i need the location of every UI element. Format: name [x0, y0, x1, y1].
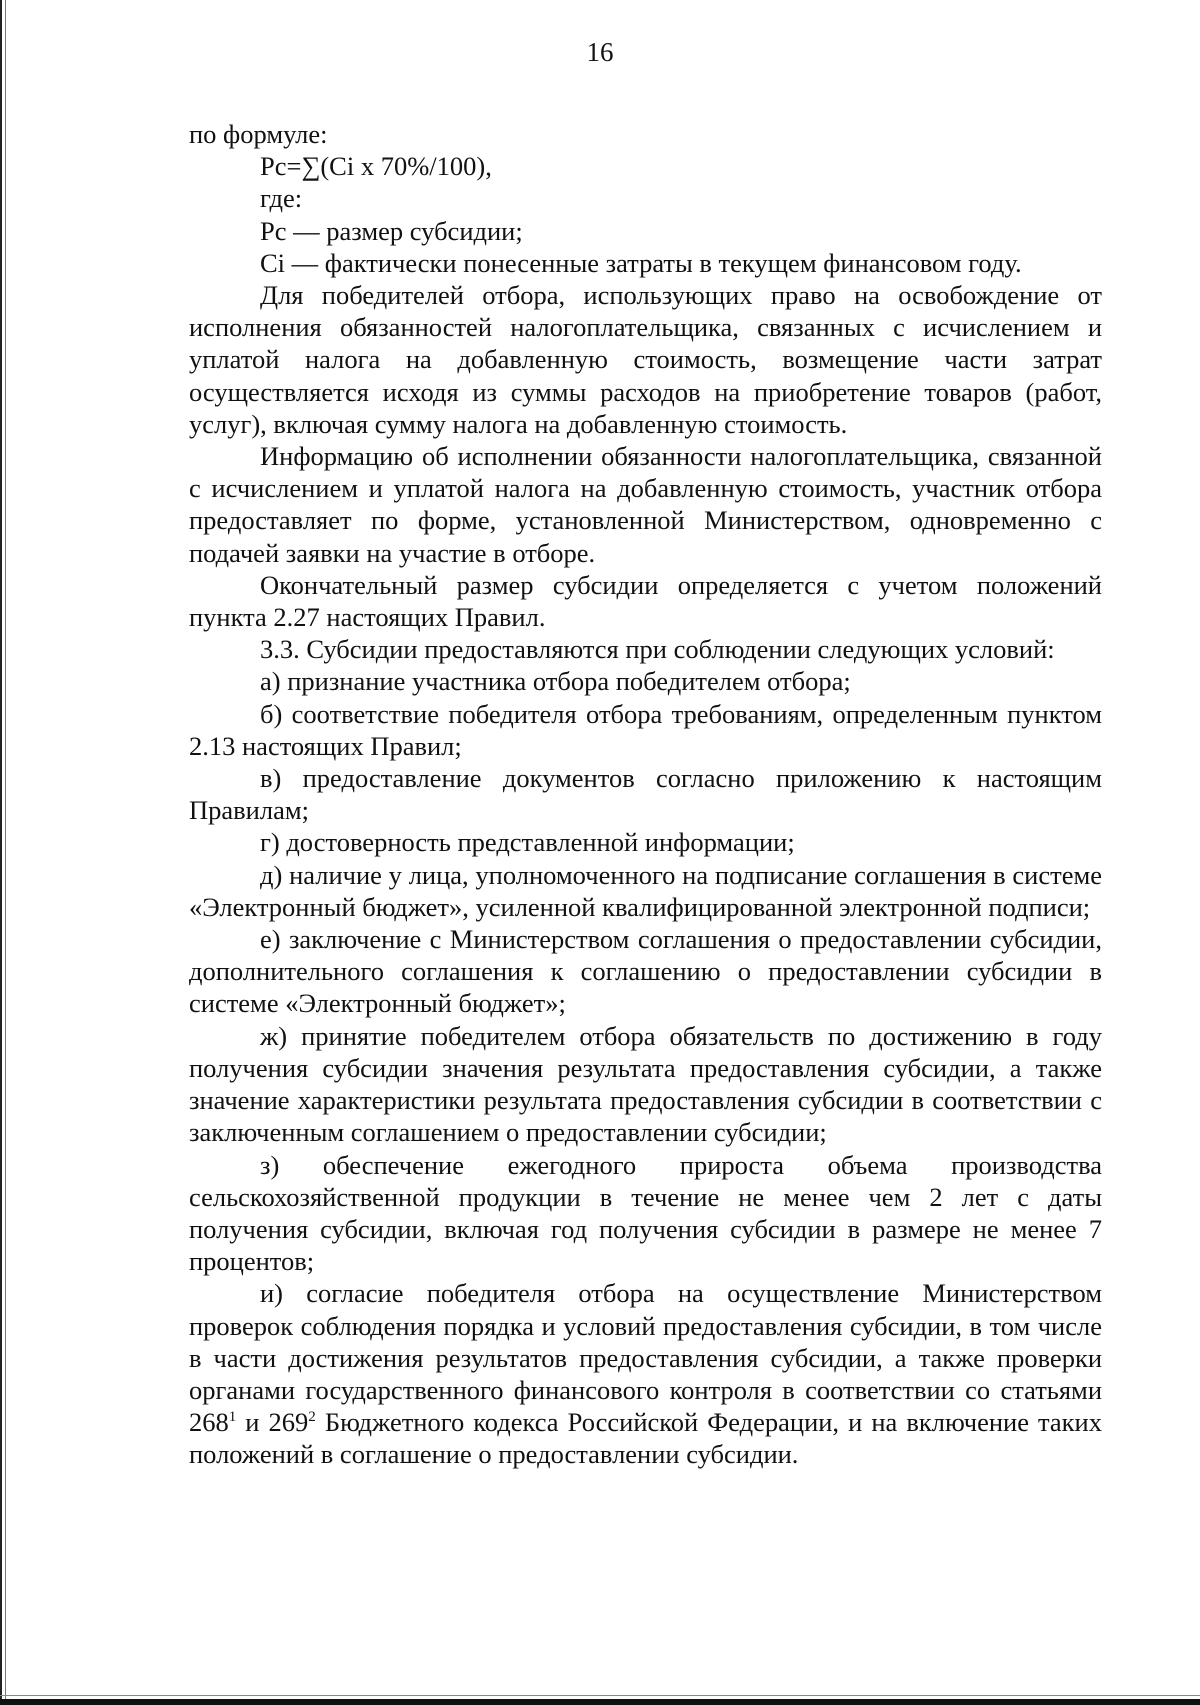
section-heading-paragraph: 3.3. Субсидии предоставляются при соблюдении следующих условий: [260, 634, 1055, 665]
scan-bottom-edge [0, 1699, 1200, 1705]
paragraph: по формуле: [189, 119, 328, 149]
list-item-text: Бюджетного кодекса Российской Федерации, и на включение таких положений в соглашение о предоставлении субсидии. [189, 1407, 1102, 1470]
list-item [189, 1277, 1102, 1470]
scan-bottom-edge-inner [0, 1695, 1200, 1696]
paragraph: Окончательный размер субсидии определяется с учетом положений пункта 2.27 настоящих Правил. [189, 569, 1102, 633]
list-item: а) признание участника отбора победителем отбора; [260, 666, 851, 697]
formula-where: где: [260, 183, 303, 214]
page-number: 16 [586, 37, 614, 67]
scan-left-edge-inner [5, 0, 6, 1705]
list-item-text: и 269 [236, 1407, 309, 1438]
scan-left-edge [0, 0, 2, 1705]
formula-definition: Ci — фактически понесенные затраты в текущем финансовом году. [260, 247, 1022, 278]
superscript: 2 [308, 1409, 316, 1426]
list-item: е) заключение с Министерством соглашения о предоставлении субсидии, дополнительного соглашения к соглашению о предоставлении субсидии в системе «Электронный бюджет»; [189, 924, 1102, 1019]
list-item: г) достоверность представленной информации; [260, 827, 795, 858]
list-item: в) предоставление документов согласно приложению к настоящим Правилам; [189, 763, 1102, 826]
paragraph: Информацию об исполнении обязанности налогоплательщика, связанной с исчислением и уплатой налога на добавленную стоимость, участник отбора предоставляет по форме, установленной Министерством, одновременно с подачей заявки на участие в отборе. [189, 441, 1102, 568]
list-item-text: и) согласие победителя отбора на осуществление Министерством проверок соблюдения порядка и условий предоставления субсидии, в том числе в части достижения результатов предоставления субсидии, а также проверки органами государственного финансового контроля в соответствии со статьями 268 [189, 1278, 1102, 1438]
list-item: з) обеспечение ежегодного прироста объема производства сельскохозяйственной продукции в течение не менее чем 2 лет с даты получения субсидии, включая год получения субсидии в размере не менее 7 процентов; [189, 1149, 1102, 1277]
paragraph: Для победителей отбора, использующих право на освобождение от исполнения обязанностей налогоплательщика, связанных с исчислением и уплатой налога на добавленную стоимость, возмещение части затрат осуществляется исходя из суммы расходов на приобретение товаров (работ, услуг), включая сумму налога на добавленную стоимость. [189, 280, 1102, 439]
list-item: д) наличие у лица, уполномоченного на подписание соглашения в системе «Электронный бюджет», усиленной квалифицированной электронной подписи; [189, 859, 1102, 922]
document-body [189, 118, 1102, 1471]
formula: Рс=∑(Ci х 70%/100), [260, 151, 492, 182]
list-item: б) соответствие победителя отбора требованиям, определенным пунктом 2.13 настоящих Правил; [189, 698, 1102, 761]
formula-definition: Рс — размер субсидии; [260, 215, 523, 246]
list-item: ж) принятие победителем отбора обязательств по достижению в году получения субсидии значения результата предоставления субсидии, а также значение характеристики результата предоставления субсидии в соответствии с заключенным соглашением о предоставлении субсидии; [189, 1020, 1102, 1148]
superscript: 1 [228, 1409, 237, 1426]
